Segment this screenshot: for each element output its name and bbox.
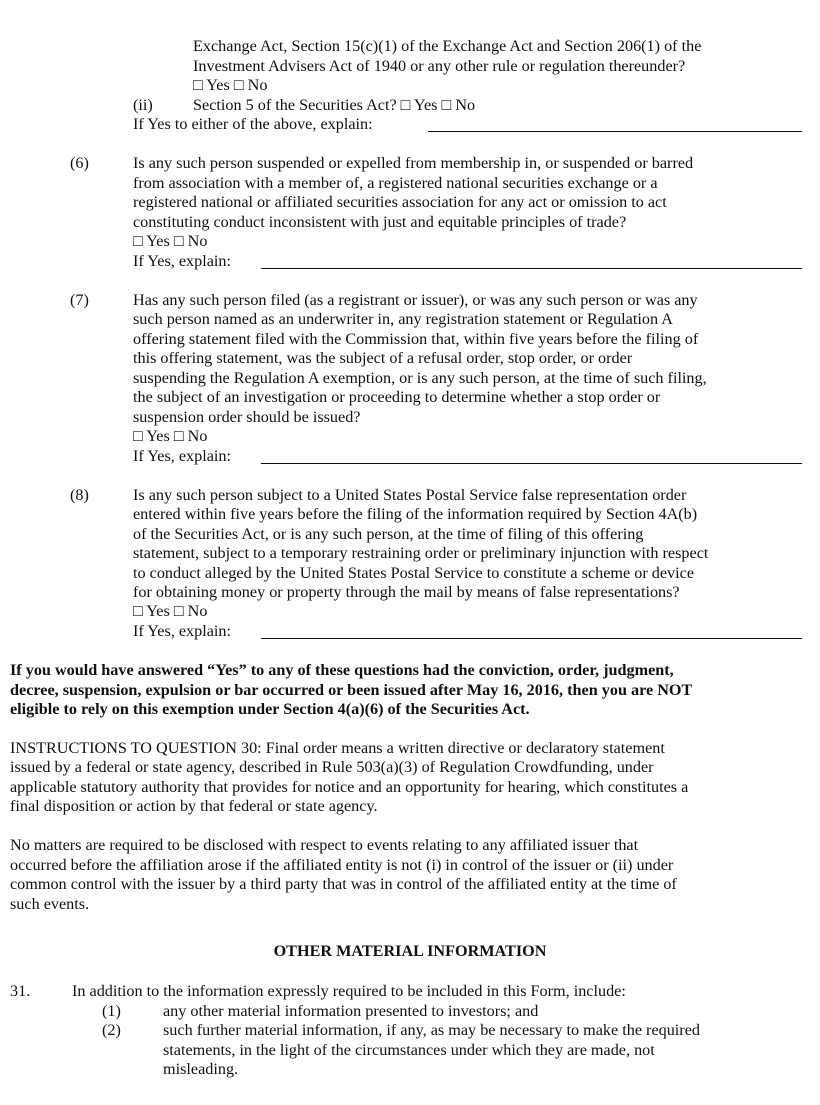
instructions-line-4: final disposition or action by that federal or state agency. [10,797,378,815]
no-matters-line-2: occurred before the affiliation arose if the affiliated entity is not (i) in control of the issuer or (ii) under [10,856,674,874]
q5-ii-number: (ii) [133,96,153,114]
q5-line-1: Exchange Act, Section 15(c)(1) of the Exchange Act and Section 206(1) of the [193,37,702,55]
q6-number: (6) [70,154,89,172]
q7-line-2: such person named as an underwriter in, any registration statement or Regulation A [133,310,673,328]
notice-line-2: decree, suspension, expulsion or bar occurred or been issued after May 16, 2016, then you are NOT [10,681,693,699]
notice-line-1: If you would have answered “Yes” to any of these questions had the conviction, order, judgment, [10,661,674,679]
q31-text: In addition to the information expressly required to be included in this Form, include: [72,982,626,1000]
q7-line-1: Has any such person filed (as a registrant or issuer), or was any such person or was any [133,291,698,309]
section-heading: OTHER MATERIAL INFORMATION [273,942,547,960]
q5-line-2: Investment Advisers Act of 1940 or any other rule or regulation thereunder? [193,57,686,75]
q31-item-1-number: (1) [102,1002,121,1020]
no-matters-line-4: such events. [10,895,90,913]
instructions-line-1: INSTRUCTIONS TO QUESTION 30: Final order means a written directive or declaratory statement [10,739,665,757]
q7-number: (7) [70,291,89,309]
q7-line-3: offering statement filed with the Commission that, within five years before the filing of [133,330,699,348]
q6-yes-no-checkboxes[interactable]: □ Yes □ No [133,232,208,250]
q31-item-2-line-1: such further material information, if any, as may be necessary to make the required [163,1021,700,1039]
q7-line-5: suspending the Regulation A exemption, or is any such person, at the time of such filing, [133,369,707,387]
q31-item-1-text: any other material information presented to investors; and [163,1002,539,1020]
q7-yes-no-checkboxes[interactable]: □ Yes □ No [133,427,208,445]
q8-line-6: for obtaining money or property through the mail by means of false representations? [133,583,680,601]
q8-yes-no-checkboxes[interactable]: □ Yes □ No [133,602,208,620]
q31-item-2-line-2: statements, in the light of the circumstances under which they are made, not [163,1041,655,1059]
q7-explain-label: If Yes, explain: [133,447,232,465]
q6-line-2: from association with a member of, a registered national securities exchange or a [133,174,658,192]
q31-item-2-number: (2) [102,1021,121,1039]
q8-line-5: to conduct alleged by the United States Postal Service to constitute a scheme or device [133,564,695,582]
no-matters-line-1: No matters are required to be disclosed with respect to events relating to any affiliated issuer that [10,836,639,854]
q6-line-3: registered national or affiliated securities association for any act or omission to act [133,193,667,211]
q8-line-1: Is any such person subject to a United States Postal Service false representation order [133,486,687,504]
q7-line-6: the subject of an investigation or proceeding to determine whether a stop order or [133,388,661,406]
q8-explain-field[interactable] [261,638,802,639]
q6-line-4: constituting conduct inconsistent with just and equitable principles of trade? [133,213,627,231]
q31-number: 31. [10,982,31,1000]
q5-explain-field[interactable] [428,131,802,132]
q7-line-7: suspension order should be issued? [133,408,361,426]
q5-ii-text[interactable]: Section 5 of the Securities Act? □ Yes □ No [193,96,476,114]
q31-item-2-line-3: misleading. [163,1060,239,1078]
q6-explain-field[interactable] [261,268,802,269]
q5-explain-label: If Yes to either of the above, explain: [133,115,373,133]
q6-explain-label: If Yes, explain: [133,252,232,270]
instructions-line-2: issued by a federal or state agency, described in Rule 503(a)(3) of Regulation Crowdfunding, under [10,758,654,776]
q7-line-4: this offering statement, was the subject of a refusal order, stop order, or order [133,349,633,367]
q8-number: (8) [70,486,89,504]
instructions-line-3: applicable statutory authority that provides for notice and an opportunity for hearing, which constitutes a [10,778,689,796]
no-matters-line-3: common control with the issuer by a third party that was in control of the affiliated entity at the time of [10,875,677,893]
q7-explain-field[interactable] [261,463,802,464]
q8-line-4: statement, subject to a temporary restraining order or preliminary injunction with respect [133,544,709,562]
q8-line-2: entered within five years before the filing of the information required by Section 4A(b) [133,505,698,523]
q5-yes-no-checkboxes[interactable]: □ Yes □ No [193,76,268,94]
q8-explain-label: If Yes, explain: [133,622,232,640]
notice-line-3: eligible to rely on this exemption under Section 4(a)(6) of the Securities Act. [10,700,530,718]
q6-line-1: Is any such person suspended or expelled from membership in, or suspended or barred [133,154,694,172]
q8-line-3: of the Securities Act, or is any such person, at the time of filing of this offering [133,525,644,543]
